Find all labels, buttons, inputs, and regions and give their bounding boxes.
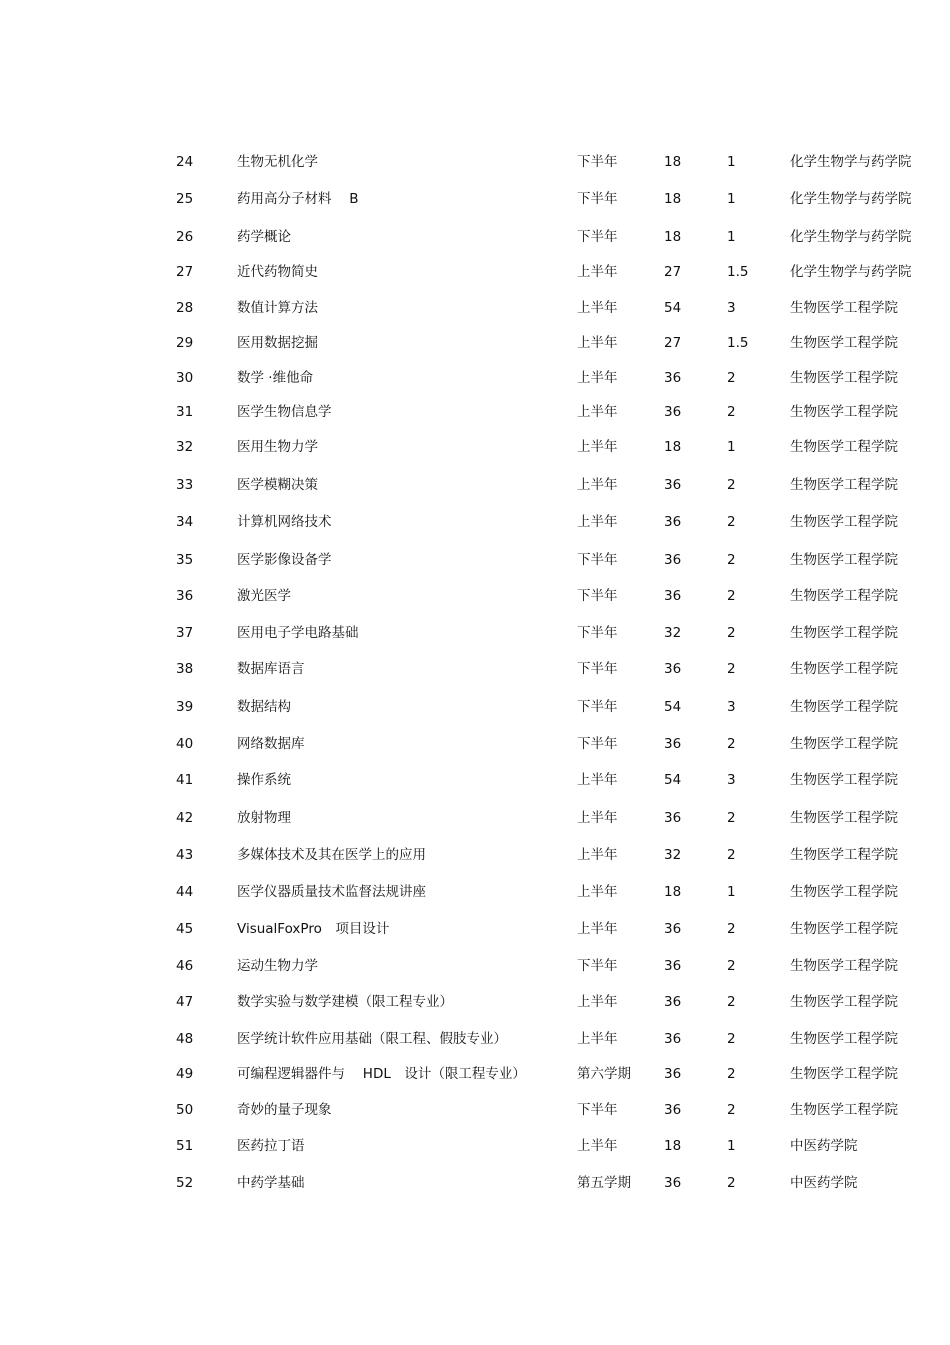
course-college: 生物医学工程学院 bbox=[790, 1066, 898, 1082]
course-credit: 2 bbox=[727, 625, 736, 641]
row-number: 40 bbox=[176, 736, 194, 752]
course-term: 下半年 bbox=[577, 736, 618, 752]
course-term: 下半年 bbox=[577, 1102, 618, 1118]
course-credit: 2 bbox=[727, 514, 736, 530]
table-row bbox=[0, 843, 950, 867]
course-college: 生物医学工程学院 bbox=[790, 1031, 898, 1047]
course-college: 生物医学工程学院 bbox=[790, 884, 898, 900]
course-college: 生物医学工程学院 bbox=[790, 370, 898, 386]
course-credit: 1 bbox=[727, 191, 736, 207]
course-term: 上半年 bbox=[577, 264, 618, 280]
row-number: 47 bbox=[176, 994, 194, 1010]
table-row bbox=[0, 260, 950, 284]
course-hours: 18 bbox=[664, 1138, 682, 1154]
course-term: 上半年 bbox=[577, 921, 618, 937]
table-row bbox=[0, 657, 950, 681]
course-name: 医学生物信息学 bbox=[237, 404, 332, 420]
course-term: 上半年 bbox=[577, 772, 618, 788]
row-number: 45 bbox=[176, 921, 194, 937]
course-college: 生物医学工程学院 bbox=[790, 994, 898, 1010]
course-name: 激光医学 bbox=[237, 588, 291, 604]
course-college: 生物医学工程学院 bbox=[790, 514, 898, 530]
table-row bbox=[0, 917, 950, 941]
course-term: 第五学期 bbox=[577, 1175, 631, 1191]
course-hours: 32 bbox=[664, 847, 682, 863]
course-hours: 36 bbox=[664, 370, 682, 386]
row-number: 43 bbox=[176, 847, 194, 863]
course-hours: 36 bbox=[664, 921, 682, 937]
table-row bbox=[0, 806, 950, 830]
row-number: 25 bbox=[176, 191, 194, 207]
course-name: 放射物理 bbox=[237, 810, 291, 826]
table-row bbox=[0, 187, 950, 211]
course-term: 下半年 bbox=[577, 699, 618, 715]
course-name: 多媒体技术及其在医学上的应用 bbox=[237, 847, 426, 863]
course-name: 数值计算方法 bbox=[237, 300, 318, 316]
course-hours: 18 bbox=[664, 154, 682, 170]
course-credit: 1 bbox=[727, 439, 736, 455]
course-name: 数学实验与数学建模（限工程专业） bbox=[237, 994, 453, 1010]
course-name: 医学影像设备学 bbox=[237, 552, 332, 568]
course-college: 生物医学工程学院 bbox=[790, 661, 898, 677]
course-hours: 54 bbox=[664, 699, 682, 715]
course-term: 第六学期 bbox=[577, 1066, 631, 1082]
course-term: 下半年 bbox=[577, 191, 618, 207]
table-row bbox=[0, 1098, 950, 1122]
course-hours: 36 bbox=[664, 661, 682, 677]
course-name: 操作系统 bbox=[237, 772, 291, 788]
table-row bbox=[0, 732, 950, 756]
course-term: 上半年 bbox=[577, 810, 618, 826]
table-row bbox=[0, 296, 950, 320]
row-number: 27 bbox=[176, 264, 194, 280]
table-row bbox=[0, 400, 950, 424]
table-row bbox=[0, 954, 950, 978]
course-college: 中医药学院 bbox=[790, 1138, 858, 1154]
course-college: 生物医学工程学院 bbox=[790, 772, 898, 788]
row-number: 49 bbox=[176, 1066, 194, 1082]
table-row bbox=[0, 366, 950, 390]
course-college: 生物医学工程学院 bbox=[790, 300, 898, 316]
course-term: 上半年 bbox=[577, 847, 618, 863]
table-row bbox=[0, 768, 950, 792]
course-name: 生物无机化学 bbox=[237, 154, 318, 170]
course-name: 数学 ·维他命 bbox=[237, 370, 314, 386]
course-term: 上半年 bbox=[577, 1138, 618, 1154]
row-number: 51 bbox=[176, 1138, 194, 1154]
row-number: 36 bbox=[176, 588, 194, 604]
course-name: 医学模糊决策 bbox=[237, 477, 318, 493]
course-credit: 1.5 bbox=[727, 264, 749, 280]
table-row bbox=[0, 225, 950, 249]
course-name: 医学仪器质量技术监督法规讲座 bbox=[237, 884, 426, 900]
course-college: 化学生物学与药学院 bbox=[790, 154, 912, 170]
course-credit: 3 bbox=[727, 772, 736, 788]
course-term: 上半年 bbox=[577, 514, 618, 530]
course-term: 上半年 bbox=[577, 370, 618, 386]
row-number: 37 bbox=[176, 625, 194, 641]
course-name: 中药学基础 bbox=[237, 1175, 305, 1191]
course-hours: 27 bbox=[664, 335, 682, 351]
course-college: 生物医学工程学院 bbox=[790, 810, 898, 826]
course-hours: 54 bbox=[664, 300, 682, 316]
course-hours: 18 bbox=[664, 439, 682, 455]
course-credit: 2 bbox=[727, 477, 736, 493]
course-college: 生物医学工程学院 bbox=[790, 477, 898, 493]
course-name: 医用电子学电路基础 bbox=[237, 625, 359, 641]
row-number: 41 bbox=[176, 772, 194, 788]
course-college: 生物医学工程学院 bbox=[790, 699, 898, 715]
course-credit: 2 bbox=[727, 994, 736, 1010]
course-college: 生物医学工程学院 bbox=[790, 404, 898, 420]
course-hours: 36 bbox=[664, 1102, 682, 1118]
course-name: 运动生物力学 bbox=[237, 958, 318, 974]
row-number: 44 bbox=[176, 884, 194, 900]
course-name: VisualFoxPro 项目设计 bbox=[237, 921, 390, 937]
course-credit: 2 bbox=[727, 1031, 736, 1047]
course-credit: 1 bbox=[727, 154, 736, 170]
course-credit: 3 bbox=[727, 699, 736, 715]
course-term: 上半年 bbox=[577, 439, 618, 455]
course-name: 医学统计软件应用基础（限工程、假肢专业） bbox=[237, 1031, 507, 1047]
course-credit: 2 bbox=[727, 552, 736, 568]
course-college: 中医药学院 bbox=[790, 1175, 858, 1191]
course-name: 药用高分子材料 B bbox=[237, 191, 359, 207]
row-number: 42 bbox=[176, 810, 194, 826]
course-term: 上半年 bbox=[577, 404, 618, 420]
course-credit: 2 bbox=[727, 810, 736, 826]
course-hours: 36 bbox=[664, 810, 682, 826]
course-hours: 18 bbox=[664, 191, 682, 207]
course-hours: 32 bbox=[664, 625, 682, 641]
course-college: 化学生物学与药学院 bbox=[790, 264, 912, 280]
table-row bbox=[0, 1134, 950, 1158]
course-hours: 36 bbox=[664, 588, 682, 604]
course-credit: 2 bbox=[727, 1066, 736, 1082]
course-term: 上半年 bbox=[577, 335, 618, 351]
course-term: 上半年 bbox=[577, 1031, 618, 1047]
table-row bbox=[0, 150, 950, 174]
course-term: 上半年 bbox=[577, 300, 618, 316]
table-row bbox=[0, 1171, 950, 1195]
row-number: 28 bbox=[176, 300, 194, 316]
course-college: 生物医学工程学院 bbox=[790, 847, 898, 863]
table-row bbox=[0, 473, 950, 497]
course-credit: 2 bbox=[727, 847, 736, 863]
course-term: 下半年 bbox=[577, 154, 618, 170]
course-hours: 36 bbox=[664, 1066, 682, 1082]
row-number: 46 bbox=[176, 958, 194, 974]
course-name: 医药拉丁语 bbox=[237, 1138, 305, 1154]
course-credit: 2 bbox=[727, 1102, 736, 1118]
row-number: 39 bbox=[176, 699, 194, 715]
row-number: 50 bbox=[176, 1102, 194, 1118]
row-number: 24 bbox=[176, 154, 194, 170]
course-hours: 36 bbox=[664, 552, 682, 568]
course-term: 下半年 bbox=[577, 229, 618, 245]
row-number: 30 bbox=[176, 370, 194, 386]
row-number: 32 bbox=[176, 439, 194, 455]
course-credit: 3 bbox=[727, 300, 736, 316]
course-term: 下半年 bbox=[577, 588, 618, 604]
course-credit: 2 bbox=[727, 736, 736, 752]
row-number: 26 bbox=[176, 229, 194, 245]
course-credit: 1 bbox=[727, 1138, 736, 1154]
course-name: 医用生物力学 bbox=[237, 439, 318, 455]
course-credit: 2 bbox=[727, 958, 736, 974]
table-row bbox=[0, 990, 950, 1014]
course-college: 生物医学工程学院 bbox=[790, 736, 898, 752]
table-row bbox=[0, 621, 950, 645]
course-term: 下半年 bbox=[577, 625, 618, 641]
table-row bbox=[0, 695, 950, 719]
course-name: 可编程逻辑器件与 HDL 设计（限工程专业） bbox=[237, 1066, 526, 1082]
course-hours: 54 bbox=[664, 772, 682, 788]
row-number: 31 bbox=[176, 404, 194, 420]
course-term: 下半年 bbox=[577, 552, 618, 568]
course-hours: 36 bbox=[664, 958, 682, 974]
course-term: 上半年 bbox=[577, 994, 618, 1010]
row-number: 29 bbox=[176, 335, 194, 351]
course-college: 生物医学工程学院 bbox=[790, 552, 898, 568]
course-hours: 36 bbox=[664, 1175, 682, 1191]
course-credit: 2 bbox=[727, 661, 736, 677]
course-hours: 36 bbox=[664, 1031, 682, 1047]
course-name: 近代药物简史 bbox=[237, 264, 318, 280]
course-credit: 2 bbox=[727, 921, 736, 937]
course-term: 上半年 bbox=[577, 477, 618, 493]
course-name: 计算机网络技术 bbox=[237, 514, 332, 530]
course-hours: 36 bbox=[664, 514, 682, 530]
course-college: 生物医学工程学院 bbox=[790, 958, 898, 974]
course-college: 生物医学工程学院 bbox=[790, 588, 898, 604]
course-hours: 36 bbox=[664, 404, 682, 420]
course-credit: 1 bbox=[727, 884, 736, 900]
table-row bbox=[0, 1062, 950, 1086]
course-college: 化学生物学与药学院 bbox=[790, 229, 912, 245]
row-number: 38 bbox=[176, 661, 194, 677]
course-hours: 36 bbox=[664, 736, 682, 752]
course-name: 奇妙的量子现象 bbox=[237, 1102, 332, 1118]
course-hours: 18 bbox=[664, 229, 682, 245]
table-row bbox=[0, 435, 950, 459]
row-number: 52 bbox=[176, 1175, 194, 1191]
course-college: 生物医学工程学院 bbox=[790, 1102, 898, 1118]
course-name: 数据库语言 bbox=[237, 661, 305, 677]
table-row bbox=[0, 1027, 950, 1051]
table-row bbox=[0, 880, 950, 904]
course-credit: 2 bbox=[727, 588, 736, 604]
course-hours: 36 bbox=[664, 994, 682, 1010]
table-row bbox=[0, 584, 950, 608]
course-college: 生物医学工程学院 bbox=[790, 335, 898, 351]
row-number: 48 bbox=[176, 1031, 194, 1047]
course-hours: 36 bbox=[664, 477, 682, 493]
course-college: 生物医学工程学院 bbox=[790, 439, 898, 455]
course-hours: 27 bbox=[664, 264, 682, 280]
course-college: 化学生物学与药学院 bbox=[790, 191, 912, 207]
course-name: 网络数据库 bbox=[237, 736, 305, 752]
course-name: 数据结构 bbox=[237, 699, 291, 715]
course-college: 生物医学工程学院 bbox=[790, 625, 898, 641]
course-college: 生物医学工程学院 bbox=[790, 921, 898, 937]
course-credit: 2 bbox=[727, 370, 736, 386]
course-name: 药学概论 bbox=[237, 229, 291, 245]
table-row bbox=[0, 510, 950, 534]
course-credit: 1.5 bbox=[727, 335, 749, 351]
course-hours: 18 bbox=[664, 884, 682, 900]
table-row bbox=[0, 548, 950, 572]
course-term: 下半年 bbox=[577, 958, 618, 974]
row-number: 35 bbox=[176, 552, 194, 568]
course-term: 下半年 bbox=[577, 661, 618, 677]
row-number: 34 bbox=[176, 514, 194, 530]
course-name: 医用数据挖掘 bbox=[237, 335, 318, 351]
course-credit: 1 bbox=[727, 229, 736, 245]
row-number: 33 bbox=[176, 477, 194, 493]
table-row bbox=[0, 331, 950, 355]
course-credit: 2 bbox=[727, 404, 736, 420]
course-credit: 2 bbox=[727, 1175, 736, 1191]
course-term: 上半年 bbox=[577, 884, 618, 900]
